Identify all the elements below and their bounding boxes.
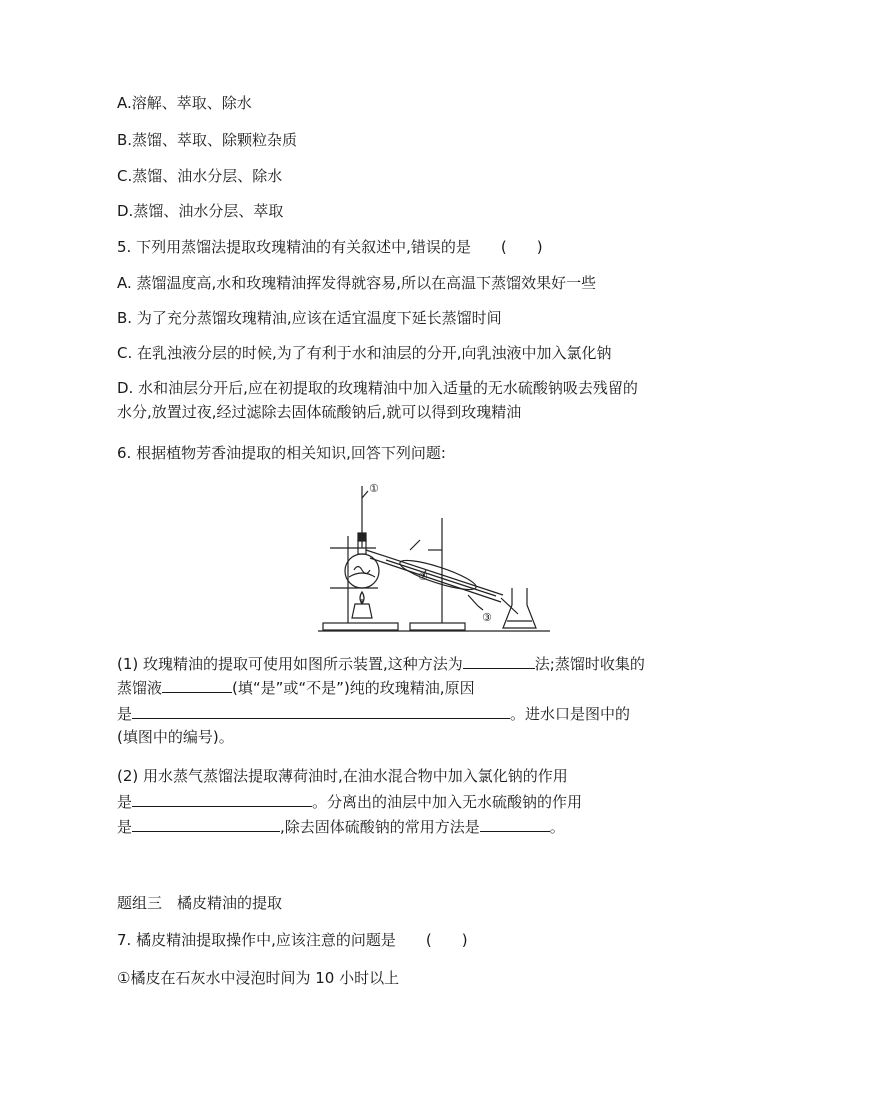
q6-part2-text-b: 。分离出的油层中加入无水硫酸钠的作用 [312, 793, 583, 811]
q6-part2-text-d: ,除去固体硫酸钠的常用方法是 [280, 818, 480, 836]
section-title: 题组三 橘皮精油的提取 [117, 894, 283, 912]
q5-option-b: B. 为了充分蒸馏玫瑰精油,应该在适宜温度下延长蒸馏时间 [117, 309, 502, 327]
q6-part2-line3 [117, 816, 565, 837]
thermometer-stopper [358, 533, 366, 541]
q5-option-a: A. 蒸馏温度高,水和玫瑰精油挥发得就容易,所以在高温下蒸馏效果好一些 [117, 274, 597, 292]
distillation-apparatus-figure [318, 478, 550, 636]
q6-part1-text-b: 法;蒸馏时收集的 [534, 655, 645, 673]
q6-part1-line1 [117, 653, 645, 674]
q6-part1-text-c: 蒸馏液 [117, 679, 163, 697]
q5-stem: 5. 下列用蒸馏法提取玫瑰精油的有关叙述中,错误的是 ( ) [117, 238, 543, 256]
leader-3 [478, 606, 483, 610]
figure-label-1: ① [369, 482, 379, 495]
q7-item1: ①橘皮在石灰水中浸泡时间为 10 小时以上 [117, 969, 400, 987]
flask-contents [349, 573, 375, 577]
q5-option-c: C. 在乳浊液分层的时候,为了有利于水和油层的分开,向乳浊液中加入氯化钠 [117, 344, 612, 362]
leader-1 [362, 491, 368, 498]
right-stand-base [410, 623, 465, 630]
answer-blank-na2so4[interactable] [132, 816, 280, 832]
q6-part2-line2 [117, 791, 582, 812]
water-port-lower [468, 595, 478, 606]
condenser-inner-tube [386, 560, 496, 596]
q6-part1-text-e: 是 [117, 705, 133, 723]
q6-part2-text-c: 是 [117, 818, 133, 836]
answer-blank-method[interactable] [463, 653, 535, 669]
q6-part2-text-e: 。 [549, 818, 565, 836]
q6-part1-line2 [117, 677, 475, 698]
answer-blank-nacl[interactable] [132, 791, 312, 807]
answer-blank-pure[interactable] [162, 677, 232, 693]
q6-part1-text-a: (1) 玫瑰精油的提取可使用如图所示装置,这种方法为 [117, 655, 463, 673]
q5-option-d-line2: 水分,放置过夜,经过滤除去固体硫酸钠后,就可以得到玫瑰精油 [117, 403, 522, 421]
q6-part1-text-f: 。进水口是图中的 [510, 705, 631, 723]
figure-label-3: ③ [482, 611, 492, 624]
q4-option-b: B.蒸馏、萃取、除颗粒杂质 [117, 131, 298, 149]
answer-blank-reason[interactable] [132, 703, 510, 719]
q4-option-a: A.溶解、萃取、除水 [117, 94, 252, 112]
q6-part1-line3 [117, 703, 630, 724]
q7-stem: 7. 橘皮精油提取操作中,应该注意的问题是 ( ) [117, 931, 468, 949]
q4-option-d: D.蒸馏、油水分层、萃取 [117, 202, 284, 220]
water-port-upper [410, 540, 420, 550]
condenser-jacket [397, 555, 478, 595]
q6-part2-line1: (2) 用水蒸气蒸馏法提取薄荷油时,在油水混合物中加入氯化钠的作用 [117, 767, 568, 785]
q6-part1-line4: (填图中的编号)。 [117, 728, 234, 746]
condenser-outer-top [366, 550, 503, 595]
q6-stem: 6. 根据植物芳香油提取的相关知识,回答下列问题: [117, 444, 446, 462]
left-stand-base [323, 623, 398, 630]
alcohol-lamp [352, 604, 372, 618]
q5-option-d-line1: D. 水和油层分开后,应在初提取的玫瑰精油中加入适量的无水硫酸钠吸去残留的 [117, 379, 638, 397]
answer-blank-removal[interactable] [480, 816, 550, 832]
condenser-outer-bottom [370, 558, 501, 602]
figure-label-2: ② [418, 570, 428, 583]
q4-option-c: C.蒸馏、油水分层、除水 [117, 167, 283, 185]
q6-part1-text-d: (填“是”或“不是”)纯的玫瑰精油,原因 [232, 679, 475, 697]
receiving-flask [503, 588, 536, 628]
q6-part2-text-a: 是 [117, 793, 133, 811]
